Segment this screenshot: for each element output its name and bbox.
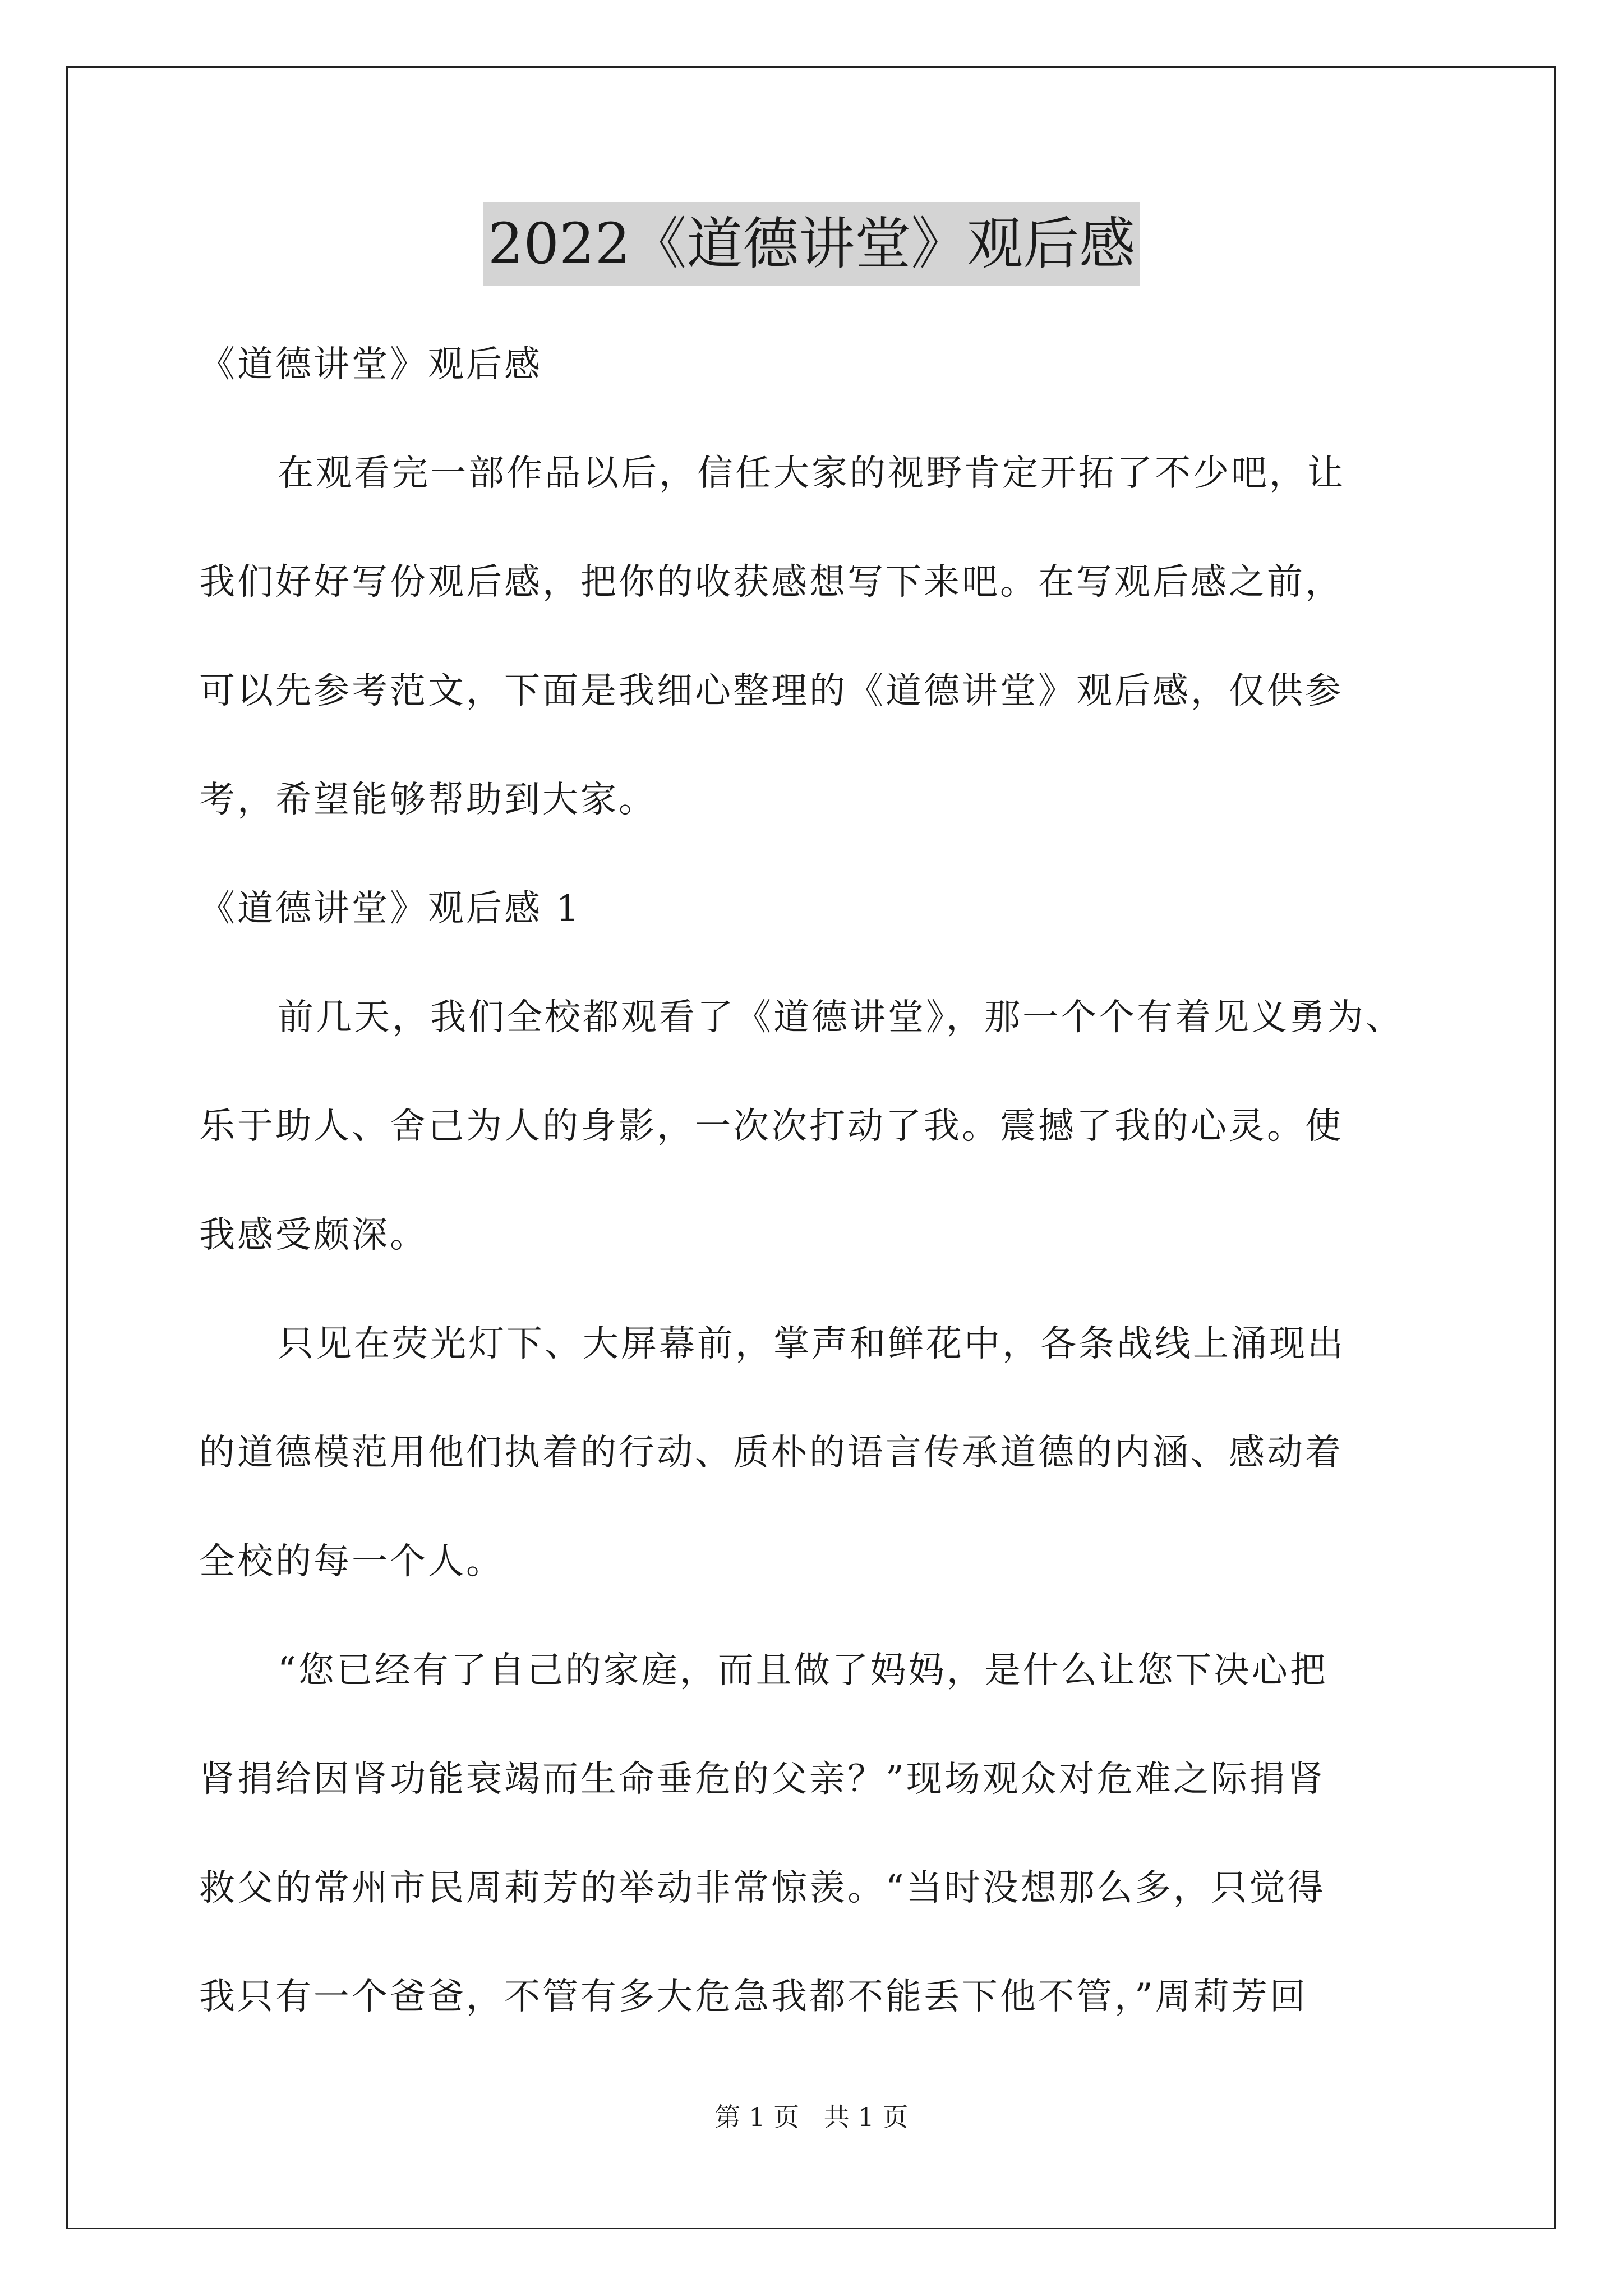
text-line: 《道德讲堂》观后感: [199, 344, 542, 385]
title-container: [0, 202, 1623, 286]
body-paragraph: [199, 419, 1430, 854]
text-line: 救父的常州市民周莉芳的举动非常惊羡。“当时没想那么多，只觉得: [199, 1867, 1326, 1909]
text-line: 我感受颇深。: [199, 1214, 428, 1256]
body-paragraph: [199, 1616, 1430, 2051]
text-line: 前几天，我们全校都观看了《道德讲堂》，那一个个有着见义勇为、: [278, 997, 1404, 1038]
document-title: 2022《道德讲堂》观后感: [483, 202, 1140, 286]
body-paragraph: [199, 963, 1430, 1290]
text-line: 全校的每一个人。: [199, 1541, 504, 1582]
text-line: 可以先参考范文，下面是我细心整理的《道德讲堂》观后感，仅供参: [199, 670, 1343, 712]
text-line: 我只有一个爸爸，不管有多大危急我都不能丢下他不管，”周莉芳回: [199, 1976, 1308, 2018]
text-line: 的道德模范用他们执着的行动、质朴的语言传承道德的内涵、感动着: [199, 1432, 1343, 1474]
text-line: “您已经有了自己的家庭，而且做了妈妈，是什么让您下决心把: [278, 1650, 1328, 1691]
text-line: 考，希望能够帮助到大家。: [199, 779, 657, 821]
text-line: 乐于助人、舍己为人的身影，一次次打动了我。震撼了我的心灵。使: [199, 1106, 1343, 1147]
text-line: 只见在荧光灯下、大屏幕前，掌声和鲜花中，各条战线上涌现出: [278, 1323, 1345, 1365]
document-body: [199, 310, 1430, 2051]
page-footer: 第 1 页 共 1 页: [714, 2102, 909, 2132]
text-line: 《道德讲堂》观后感 1: [199, 888, 582, 930]
text-line: 肾捐给因肾功能衰竭而生命垂危的父亲？”现场观众对危难之际捐肾: [199, 1759, 1326, 1800]
section-heading: [199, 854, 1430, 963]
body-paragraph: [199, 1290, 1430, 1616]
text-line: 我们好好写份观后感，把你的收获感想写下来吧。在写观后感之前，: [199, 562, 1343, 603]
text-line: 在观看完一部作品以后，信任大家的视野肯定开拓了不少吧，让: [278, 453, 1345, 494]
section-heading: [199, 310, 1430, 419]
